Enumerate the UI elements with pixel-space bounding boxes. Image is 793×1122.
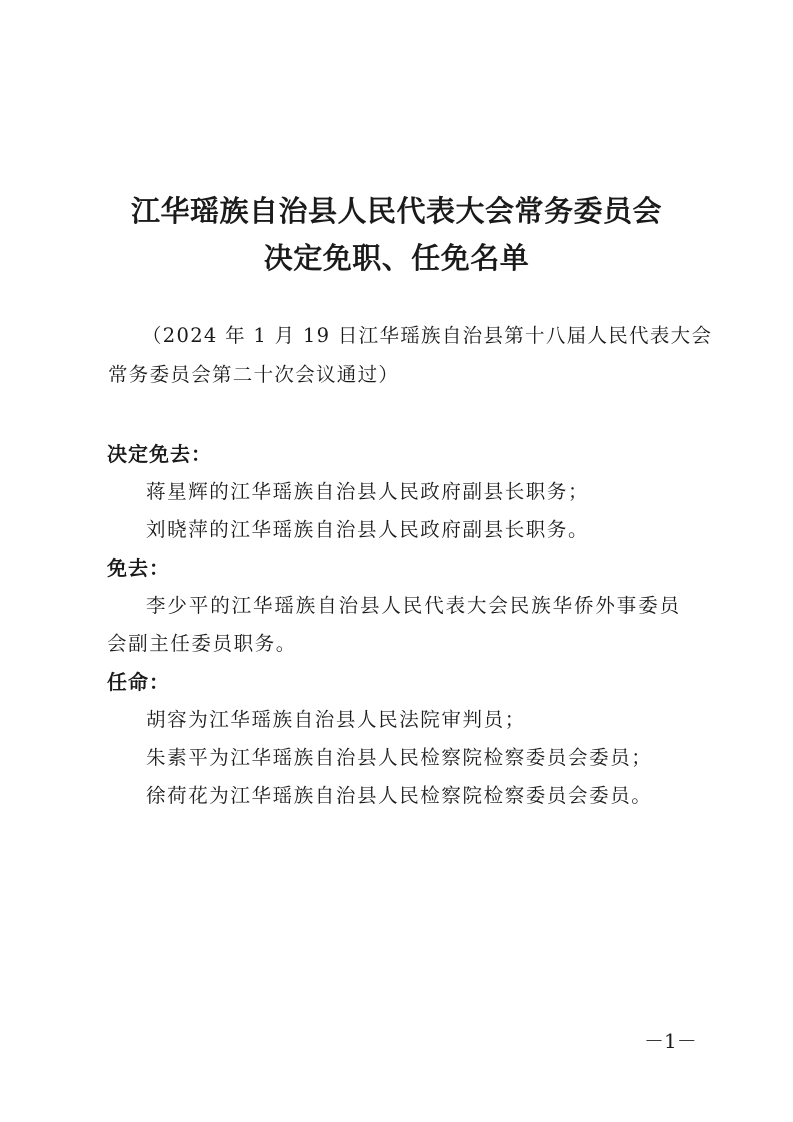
adoption-note-line-2: 常务委员会第二十次会议通过） — [108, 363, 400, 386]
removal-item: 蒋星辉的江华瑶族自治县人民政府副县长职务； — [146, 480, 590, 503]
document-subtitle: 决定免职、任免名单 — [263, 241, 530, 275]
removal-item: 刘晓萍的江华瑶族自治县人民政府副县长职务。 — [146, 518, 590, 541]
dismissal-item-line-1: 李少平的江华瑶族自治县人民代表大会民族华侨外事委员 — [146, 594, 682, 617]
appointment-heading: 任命： — [107, 670, 170, 694]
appointment-item: 胡容为江华瑶族自治县人民法院审判员； — [146, 708, 526, 731]
adoption-note-line-1: （2024 年 1 月 19 日江华瑶族自治县第十八届人民代表大会 — [142, 324, 713, 347]
appointment-item: 朱素平为江华瑶族自治县人民检察院检察委员会委员； — [146, 746, 653, 769]
removal-heading: 决定免去： — [107, 442, 212, 466]
appointment-item: 徐荷花为江华瑶族自治县人民检察院检察委员会委员。 — [146, 784, 653, 807]
dismissal-heading: 免去： — [107, 556, 170, 580]
page-number: －1－ — [644, 1029, 697, 1053]
dismissal-item-line-2: 会副主任委员职务。 — [107, 632, 297, 655]
document-title: 江华瑶族自治县人民代表大会常务委员会 — [130, 194, 662, 228]
